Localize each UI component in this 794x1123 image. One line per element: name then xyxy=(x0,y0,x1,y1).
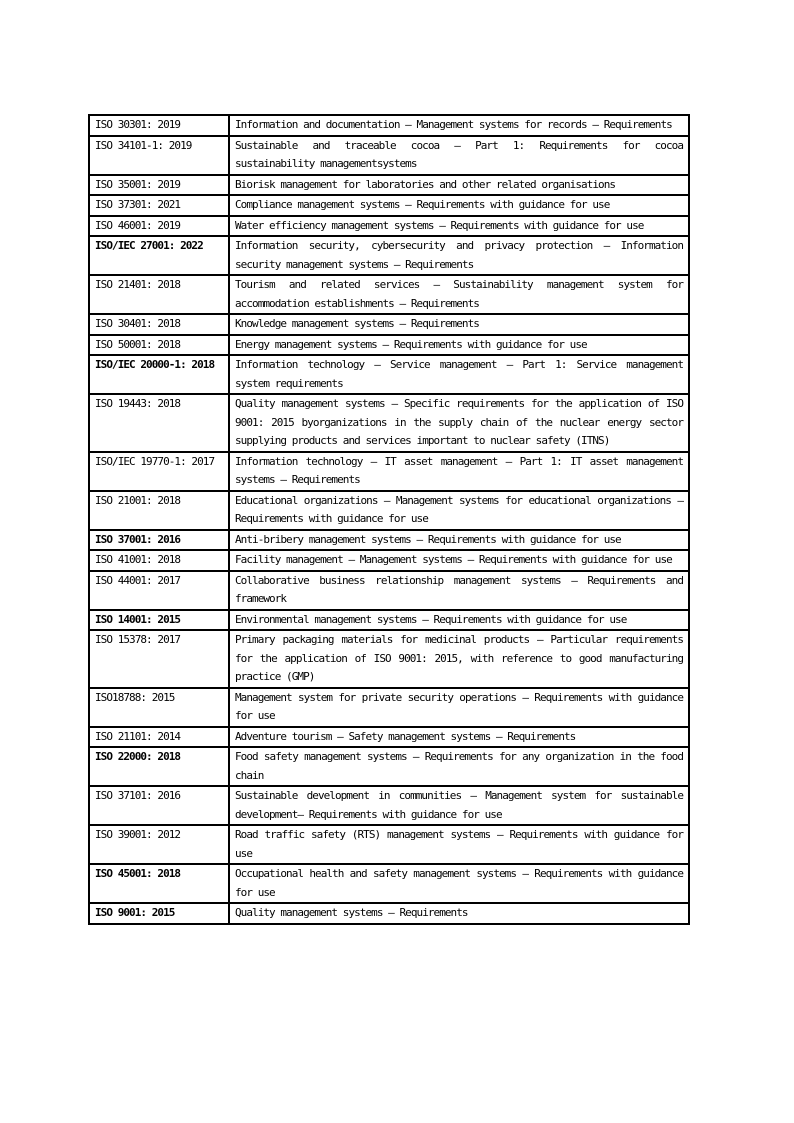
standard-code: ISO 30401: 2018 xyxy=(89,314,229,335)
standard-code: ISO 35001: 2019 xyxy=(89,175,229,196)
standard-code: ISO 21401: 2018 xyxy=(89,275,229,314)
standard-code: ISO 39001: 2012 xyxy=(89,825,229,864)
standard-code: ISO/IEC 27001: 2022 xyxy=(89,236,229,275)
standard-description: Collaborative business relationship management systems — Requirements and framework xyxy=(229,571,689,610)
standard-code: ISO 22000: 2018 xyxy=(89,747,229,786)
table-row xyxy=(89,571,689,610)
table-row xyxy=(89,355,689,394)
table-row xyxy=(89,825,689,864)
standard-description: Information security, cybersecurity and privacy protection — Information security management systems — Requirements xyxy=(229,236,689,275)
table-row xyxy=(89,688,689,727)
standard-description: Information technology — IT asset management — Part 1: IT asset management systems — Requirements xyxy=(229,452,689,491)
standard-code: ISO 50001: 2018 xyxy=(89,335,229,356)
standard-description: Energy management systems — Requirements with guidance for use xyxy=(229,335,689,356)
iso-standards-table xyxy=(88,114,690,925)
standard-description: Information and documentation — Management systems for records — Requirements xyxy=(229,115,689,136)
table-row xyxy=(89,452,689,491)
standard-description: Occupational health and safety management systems — Requirements with guidance for use xyxy=(229,864,689,903)
standard-code: ISO 37001: 2016 xyxy=(89,530,229,551)
standard-description: Adventure tourism — Safety management systems — Requirements xyxy=(229,727,689,748)
standard-description: Quality management systems — Specific requirements for the application of ISO 9001: 2015 byorganizations in the supply chain of the nuclear energy sector supplying products and services important to nuclear safety (ITNS) xyxy=(229,394,689,452)
standard-code: ISO 21001: 2018 xyxy=(89,491,229,530)
standard-description: Management system for private security operations — Requirements with guidance for use xyxy=(229,688,689,727)
standard-code: ISO 45001: 2018 xyxy=(89,864,229,903)
table-row xyxy=(89,275,689,314)
standard-code: ISO/IEC 20000-1: 2018 xyxy=(89,355,229,394)
standard-description: Primary packaging materials for medicinal products — Particular requirements for the application of ISO 9001: 2015, with reference to good manufacturing practice (GMP) xyxy=(229,630,689,688)
standard-code: ISO/IEC 19770-1: 2017 xyxy=(89,452,229,491)
standard-code: ISO 30301: 2019 xyxy=(89,115,229,136)
table-row xyxy=(89,903,689,924)
table-row xyxy=(89,610,689,631)
table-row xyxy=(89,864,689,903)
standard-description: Tourism and related services — Sustainability management system for accommodation establishments — Requirements xyxy=(229,275,689,314)
standard-description: Compliance management systems — Requirements with guidance for use xyxy=(229,195,689,216)
standard-description: Knowledge management systems — Requirements xyxy=(229,314,689,335)
table-row xyxy=(89,550,689,571)
table-row xyxy=(89,115,689,136)
standard-code: ISO 37101: 2016 xyxy=(89,786,229,825)
table-row xyxy=(89,491,689,530)
table-row xyxy=(89,747,689,786)
standard-description: Educational organizations — Management systems for educational organizations — Requirements with guidance for use xyxy=(229,491,689,530)
table-row xyxy=(89,335,689,356)
standard-description: Environmental management systems — Requirements with guidance for use xyxy=(229,610,689,631)
standard-description: Information technology — Service management — Part 1: Service management system requirements xyxy=(229,355,689,394)
standard-description: Sustainable and traceable cocoa — Part 1: Requirements for cocoa sustainability managementsystems xyxy=(229,136,689,175)
standard-code: ISO 21101: 2014 xyxy=(89,727,229,748)
table-row xyxy=(89,394,689,452)
standard-description: Water efficiency management systems — Requirements with guidance for use xyxy=(229,216,689,237)
standard-code: ISO 41001: 2018 xyxy=(89,550,229,571)
standard-code: ISO 14001: 2015 xyxy=(89,610,229,631)
table-row xyxy=(89,195,689,216)
table-row xyxy=(89,786,689,825)
standard-description: Quality management systems — Requirements xyxy=(229,903,689,924)
standard-description: Sustainable development in communities — Management system for sustainable development— Requirements with guidance for use xyxy=(229,786,689,825)
table-row xyxy=(89,216,689,237)
standard-description: Road traffic safety (RTS) management systems — Requirements with guidance for use xyxy=(229,825,689,864)
standard-code: ISO 37301: 2021 xyxy=(89,195,229,216)
standard-description: Food safety management systems — Requirements for any organization in the food chain xyxy=(229,747,689,786)
standard-code: ISO 46001: 2019 xyxy=(89,216,229,237)
standard-code: ISO 15378: 2017 xyxy=(89,630,229,688)
standard-code: ISO 44001: 2017 xyxy=(89,571,229,610)
table-row xyxy=(89,136,689,175)
table-row xyxy=(89,630,689,688)
table-row xyxy=(89,530,689,551)
table-row xyxy=(89,727,689,748)
table-row xyxy=(89,314,689,335)
standard-description: Facility management — Management systems — Requirements with guidance for use xyxy=(229,550,689,571)
standard-code: ISO 19443: 2018 xyxy=(89,394,229,452)
standard-code: ISO18788: 2015 xyxy=(89,688,229,727)
standard-description: Anti-bribery management systems — Requirements with guidance for use xyxy=(229,530,689,551)
table-row xyxy=(89,236,689,275)
standard-code: ISO 9001: 2015 xyxy=(89,903,229,924)
table-row xyxy=(89,175,689,196)
standard-code: ISO 34101-1: 2019 xyxy=(89,136,229,175)
standard-description: Biorisk management for laboratories and other related organisations xyxy=(229,175,689,196)
